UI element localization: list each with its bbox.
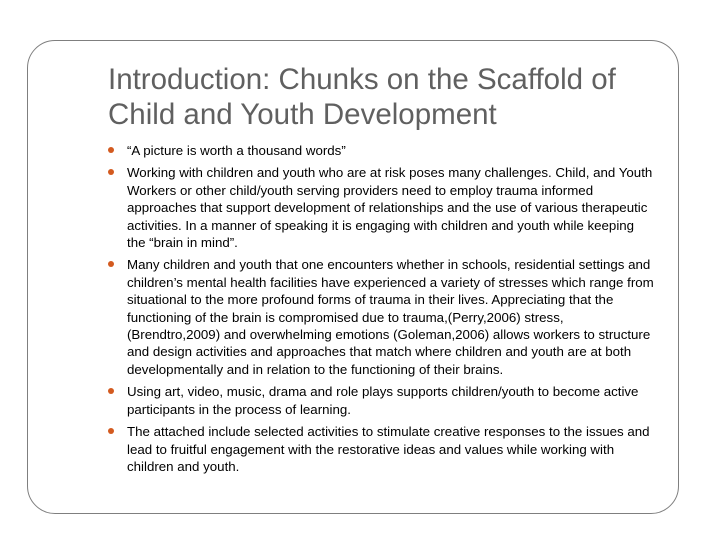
bullet-list <box>108 142 656 480</box>
bullet-dot-icon <box>108 428 114 434</box>
bullet-text: Working with children and youth who are at risk poses many challenges. Child, and Youth Workers or other child/youth serving providers need to employ trauma informed approaches that support development of relationships and the use of various therapeutic activities. In a manner of speaking it is engaging with children and youth while keeping the “brain in mind”. <box>127 165 653 251</box>
bullet-dot-icon <box>108 261 114 267</box>
bullet-text: The attached include selected activities to stimulate creative responses to the issues and lead to fruitful engagement with the restorative ideas and values while working with children and youth. <box>127 424 650 474</box>
bullet-dot-icon <box>108 147 114 153</box>
bullet-item <box>108 256 656 378</box>
slide-title: Introduction: Chunks on the Scaffold of Child and Youth Development <box>108 63 616 131</box>
bullet-dot-icon <box>108 388 114 394</box>
bullet-text: “A picture is worth a thousand words” <box>127 143 346 158</box>
bullet-text: Using art, video, music, drama and role plays supports children/youth to become active participants in the process of learning. <box>127 384 639 417</box>
bullet-item <box>108 164 656 251</box>
bullet-item <box>108 383 656 418</box>
bullet-dot-icon <box>108 169 114 175</box>
bullet-text: Many children and youth that one encounters whether in schools, residential settings and children’s mental health facilities have experienced a variety of stresses which range from situational to the more profound forms of trauma in their lives. Appreciating that the functioning of the brain is compromised due to trauma,(Perry,2006) stress,(Brendtro,2009) and overwhelming emotions (Goleman,2006) allows workers to structure and design activities and approaches that match where children and youth are at both developmentally and in relation to the functioning of their brains. <box>127 257 654 377</box>
bullet-item <box>108 423 656 475</box>
bullet-item <box>108 142 656 159</box>
